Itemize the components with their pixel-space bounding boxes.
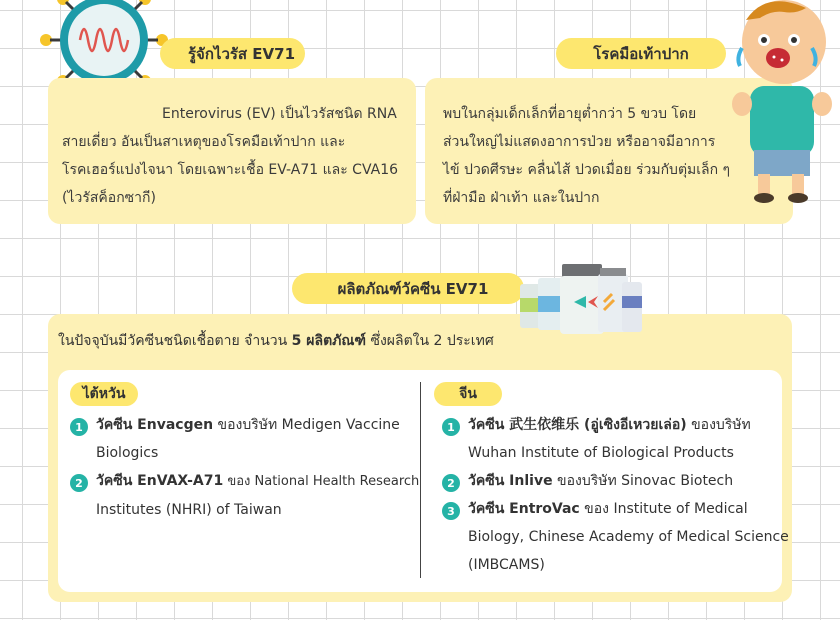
hfm-line-2: ส่วนใหญ่ไม่แสดงอาการป่วย หรืออาจมีอาการ [443,134,716,150]
vaccine-maker: ของบริษัท [686,417,751,433]
taiwan-label: ไต้หวัน [82,386,126,402]
china-item-3 [468,495,789,579]
hfm-line-4: ที่ฝ่ามือ ฝ่าเท้า และในปาก [443,190,600,206]
vaccine-maker: ของบริษัท Medigen Vaccine [213,417,400,433]
china-label: จีน [459,386,477,402]
sick-child-illustration [712,0,840,205]
vaccine-maker-cont: Biology, Chinese Academy of Medical Science [468,529,789,545]
number-badge-3: 3 [442,502,460,520]
china-item-2 [468,467,780,495]
hfm-line-1: พบในกลุ่มเด็กเล็กที่อายุต่ำกว่า 5 ขวบ โดย [443,106,697,122]
vaccine-name: วัคซีน Inlive [468,473,553,489]
taiwan-item-1 [96,411,416,467]
vaccine-maker-cont: (IMBCAMS) [468,557,545,573]
vaccine-name: วัคซีน 武生依维乐 (อู่เซิงอีเหวยเล่อ) [468,417,687,433]
ev71-description-card [48,78,416,224]
number-badge-1: 1 [70,418,88,436]
ev-line-3: โรคเฮอร์แปงไจนา โดยเฉพาะเชื้อ EV-A71 และ CVA16 [62,162,399,178]
vaccine-title-pill [292,273,524,304]
intro-suffix: ซึ่งผลิตใน 2 ประเทศ [366,333,494,349]
vaccine-maker: ของ Institute of Medical [579,501,748,517]
vaccine-name: วัคซีน Envacgen [96,417,214,433]
vaccine-vials-illustration [518,262,644,334]
vaccine-intro-text [58,330,494,352]
column-divider [420,382,421,578]
vaccine-name: วัคซีน EnVAX-A71 [96,473,224,489]
ev-line-4: (ไวรัสค็อกซากี) [62,190,156,206]
taiwan-label-pill [70,382,138,406]
ev71-title-pill [160,38,305,69]
china-item-1 [468,411,780,467]
number-badge-2: 2 [70,474,88,492]
intro-prefix: ในปัจจุบันมีวัคซีนชนิดเชื้อตาย จำนวน [58,333,292,349]
vaccine-maker-cont: Wuhan Institute of Biological Products [468,445,734,461]
hfm-title-pill [556,38,726,69]
vaccine-title: ผลิตภัณฑ์วัคซีน EV71 [337,279,489,298]
vaccine-name: วัคซีน EntroVac [468,501,580,517]
hfm-line-3: ไข้ ปวดศีรษะ คลื่นไส้ ปวดเมื่อย ร่วมกับตุ่มเล็ก ๆ [443,162,731,178]
ev-line-1: Enterovirus (EV) เป็นไวรัสชนิด RNA [162,106,397,122]
china-label-pill [434,382,502,406]
number-badge-1: 1 [442,418,460,436]
vaccine-maker-cont: Institutes (NHRI) of Taiwan [96,502,282,518]
hfm-title: โรคมือเท้าปาก [593,44,689,63]
vaccine-maker: ของบริษัท Sinovac Biotech [552,473,734,489]
ev-line-2: สายเดี่ยว อันเป็นสาเหตุของโรคมือเท้าปาก และ [62,134,346,150]
taiwan-item-2 [96,467,418,524]
vaccine-maker: ของ National Health Research [223,474,420,489]
intro-count: 5 ผลิตภัณฑ์ [291,333,366,349]
ev71-title: รู้จักไวรัส EV71 [187,44,296,63]
vaccine-maker-cont: Biologics [96,445,159,461]
number-badge-2: 2 [442,474,460,492]
